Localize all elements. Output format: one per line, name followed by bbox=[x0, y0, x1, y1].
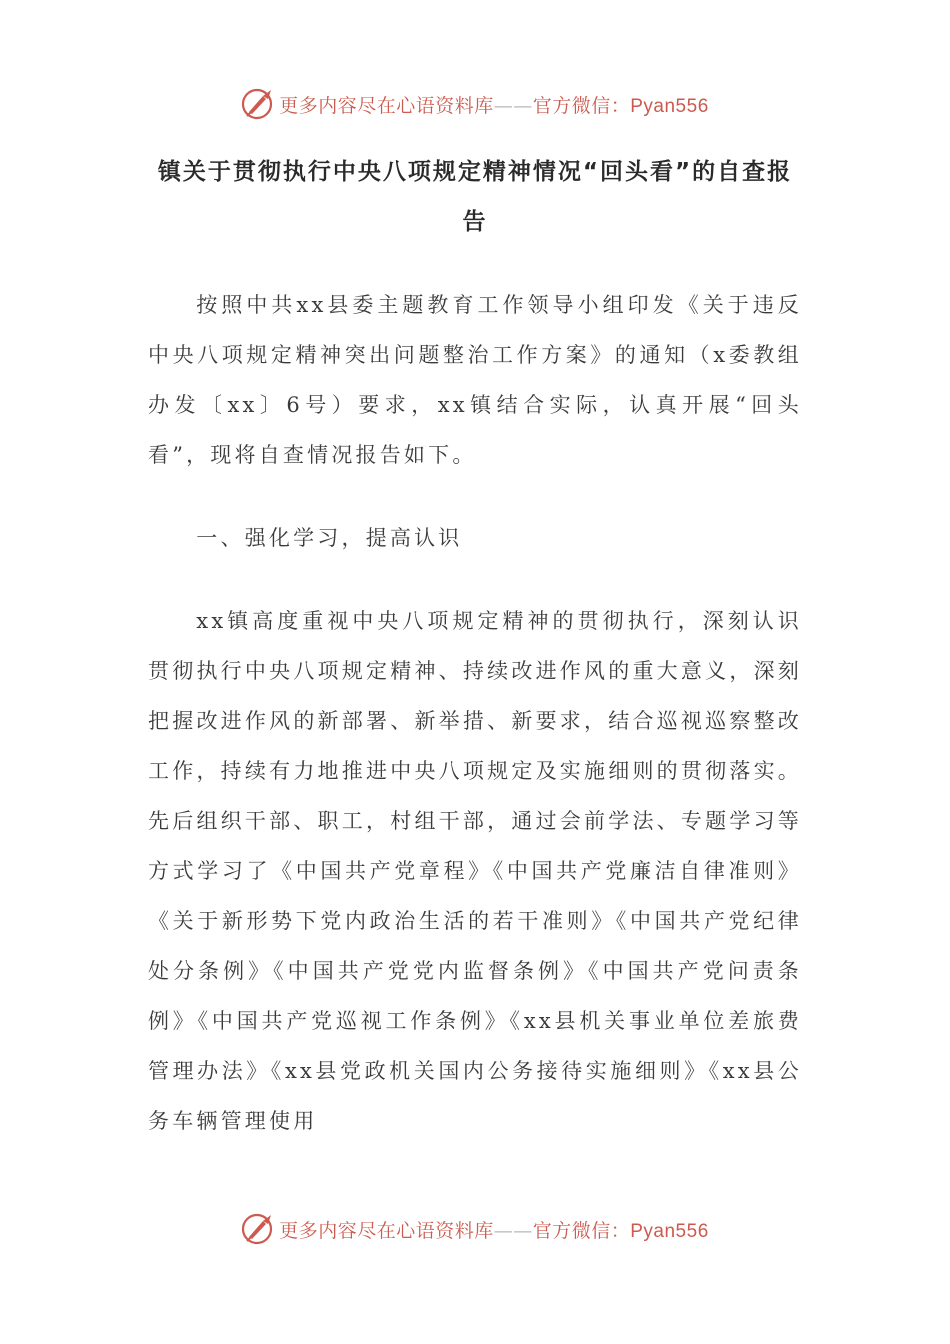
quill-logo-icon bbox=[241, 87, 275, 121]
watermark-separator: —— bbox=[493, 94, 533, 117]
intro-paragraph: 按照中共xx县委主题教育工作领导小组印发《关于违反中央八项规定精神突出问题整治工作方案》的通知（x委教组办发〔xx〕6号）要求，xx镇结合实际，认真开展“回头看”，现将自查情况报告如下。 bbox=[148, 293, 802, 467]
watermark-text bbox=[279, 91, 709, 118]
watermark-handle: Pyan556 bbox=[630, 95, 709, 117]
watermark-text bbox=[279, 1216, 709, 1243]
watermark-label: 官方微信： bbox=[532, 1219, 631, 1242]
document-title: 镇关于贯彻执行中央八项规定精神情况“回头看”的自查报告 bbox=[157, 159, 793, 235]
watermark-brand: 更多内容尽在心语资料库 bbox=[279, 1219, 494, 1242]
watermark-separator: —— bbox=[493, 1219, 533, 1242]
watermark-brand: 更多内容尽在心语资料库 bbox=[279, 94, 494, 117]
watermark-handle: Pyan556 bbox=[630, 1220, 709, 1242]
document-body bbox=[148, 280, 802, 1146]
footer-watermark bbox=[0, 1209, 950, 1249]
section-1-paragraph: xx镇高度重视中央八项规定精神的贯彻执行，深刻认识贯彻执行中央八项规定精神、持续改进作风的重大意义，深刻把握改进作风的新部署、新举措、新要求，结合巡视巡察整改工作，持续有力地推进中央八项规定及实施细则的贯彻落实。先后组织干部、职工，村组干部，通过会前学法、专题学习等方式学习了《中国共产党章程》《中国共产党廉洁自律准则》《关于新形势下党内政治生活的若干准则》《中国共产党纪律处分条例》《中国共产党党内监督条例》《中国共产党问责条例》《中国共产党巡视工作条例》《xx县机关事业单位差旅费管理办法》《xx县党政机关国内公务接待实施细则》《xx县公务车辆管理使用 bbox=[148, 609, 802, 1133]
quill-logo-icon bbox=[241, 1212, 275, 1246]
header-watermark bbox=[0, 84, 950, 124]
watermark-label: 官方微信： bbox=[532, 94, 631, 117]
section-1-heading: 一、强化学习，提高认识 bbox=[196, 526, 463, 550]
